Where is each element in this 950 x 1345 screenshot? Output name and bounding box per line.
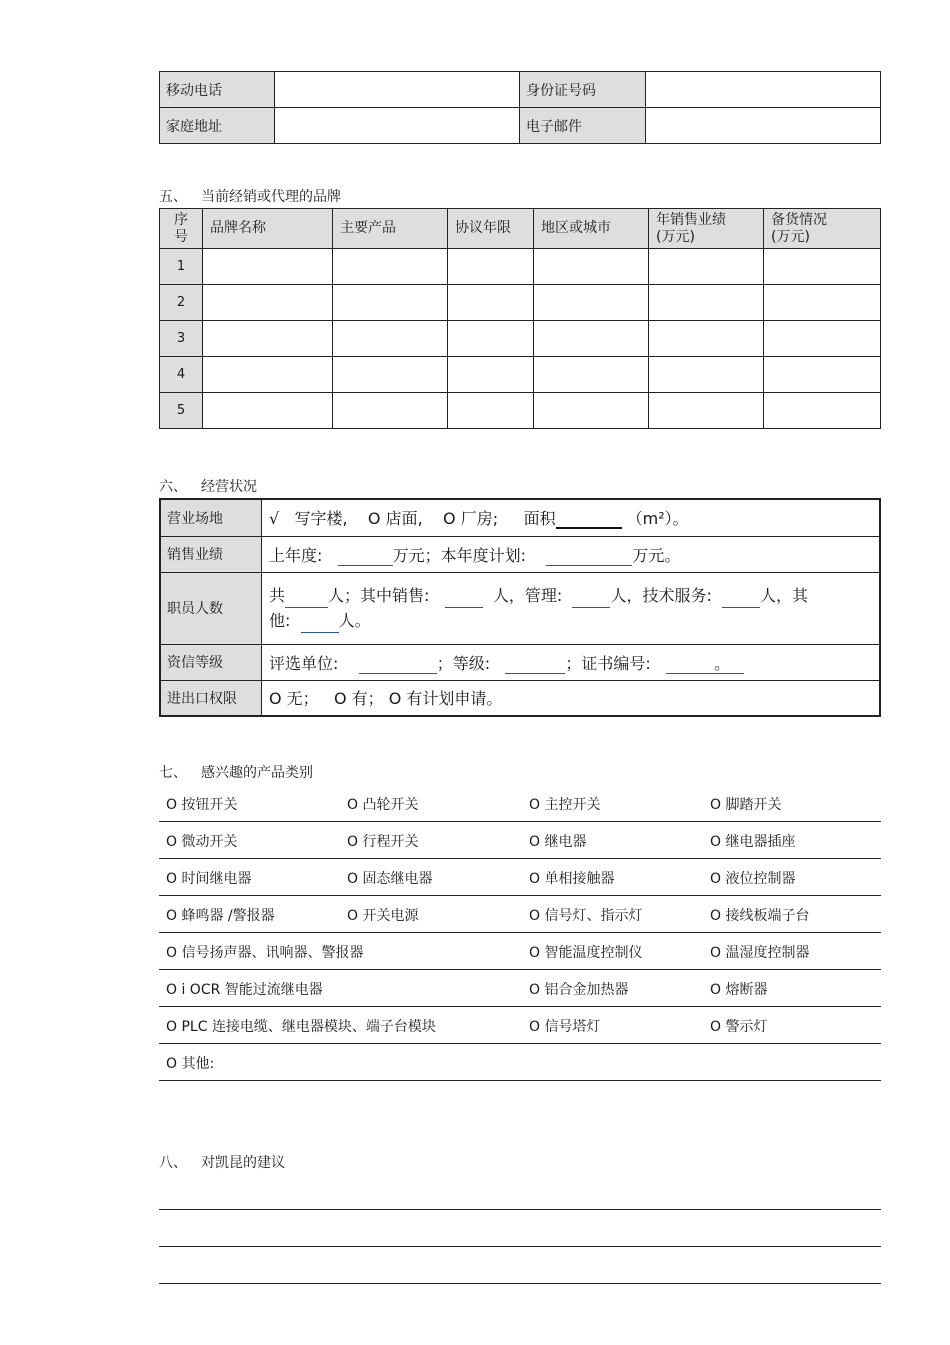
stock-cell[interactable]	[764, 321, 881, 357]
row-index: 3	[160, 321, 203, 357]
region-cell[interactable]	[534, 357, 649, 393]
product-option[interactable]: O 蜂鸣器 /警报器	[166, 908, 275, 924]
credit-label: 资信等级	[160, 644, 262, 680]
credit-value	[262, 644, 881, 680]
credit-unit-label: 评选单位:	[269, 653, 339, 673]
product-option[interactable]: O 信号灯、指示灯	[529, 908, 643, 924]
col-stock-header-line2: (万元)	[771, 228, 810, 245]
brand-cell[interactable]	[203, 249, 333, 285]
row-index: 2	[160, 285, 203, 321]
product-option[interactable]: O 固态继电器	[347, 871, 433, 887]
brand-cell[interactable]	[203, 285, 333, 321]
staff-sales-field[interactable]	[445, 589, 483, 608]
section-7-heading	[159, 762, 313, 782]
factory-option: 厂房;	[460, 509, 499, 529]
product-cell[interactable]	[333, 249, 448, 285]
product-option[interactable]: O 继电器插座	[710, 834, 796, 850]
region-cell[interactable]	[534, 393, 649, 429]
product-cell[interactable]	[333, 321, 448, 357]
region-cell[interactable]	[534, 321, 649, 357]
staff-tech-field[interactable]	[722, 589, 760, 608]
email-field[interactable]	[646, 108, 881, 144]
row-index: 5	[160, 393, 203, 429]
plan-unit: 万元。	[632, 545, 681, 565]
sales-cell[interactable]	[649, 285, 764, 321]
sales-value	[262, 536, 881, 572]
staff-tech-label: 人，技术服务:	[610, 586, 712, 605]
section-6-heading	[159, 476, 257, 496]
product-option[interactable]: O 信号扬声器、讯响器、警报器	[166, 945, 364, 961]
section-5-heading	[159, 186, 341, 206]
staff-other-label: 他:	[269, 611, 291, 630]
product-option[interactable]: O i OCR 智能过流继电器	[166, 982, 323, 998]
section-7-title: 感兴趣的产品类别	[201, 765, 313, 781]
stock-cell[interactable]	[764, 393, 881, 429]
region-cell[interactable]	[534, 249, 649, 285]
product-option[interactable]: O 温湿度控制器	[710, 945, 810, 961]
row-index: 4	[160, 357, 203, 393]
trade-plan-option[interactable]: O 有计划申请。	[388, 689, 503, 709]
staff-other-unit: 人。	[338, 611, 371, 630]
checkmark-icon[interactable]: √	[269, 509, 280, 529]
region-cell[interactable]	[534, 285, 649, 321]
product-option[interactable]: O 开关电源	[347, 908, 419, 924]
venue-label: 营业场地	[160, 499, 262, 536]
product-row	[159, 785, 881, 822]
shop-radio[interactable]: O	[367, 509, 381, 529]
venue-value	[262, 499, 881, 536]
staff-other-prefix: 人，其	[760, 586, 809, 605]
col-sales-header-line1: 年销售业绩	[656, 211, 726, 228]
trade-none-option[interactable]: O 无；	[269, 689, 319, 709]
col-seq-header-line2: 号	[174, 228, 188, 245]
plan-field[interactable]	[546, 547, 632, 566]
term-cell[interactable]	[448, 285, 534, 321]
product-option[interactable]: O 继电器	[529, 834, 587, 850]
staff-other-field[interactable]	[301, 614, 339, 633]
office-option: 写字楼,	[294, 509, 348, 529]
product-row	[159, 1007, 881, 1044]
section-6-title: 经营状况	[201, 479, 257, 495]
section-6-number: 六、	[159, 479, 187, 495]
staff-line-2	[269, 608, 879, 633]
col-sales-header	[649, 209, 764, 249]
shop-option: 店面,	[385, 509, 423, 529]
stock-cell[interactable]	[764, 285, 881, 321]
factory-radio[interactable]: O	[443, 509, 456, 529]
product-option[interactable]: O 铝合金加热器	[529, 982, 629, 998]
area-field[interactable]	[556, 509, 622, 529]
product-option[interactable]: O 警示灯	[710, 1019, 768, 1035]
trade-label: 进出口权限	[160, 680, 262, 716]
credit-end: 。	[714, 653, 731, 673]
section-7-number: 七、	[159, 765, 187, 781]
area-label: 面积	[523, 509, 556, 529]
col-sales-header-line2: (万元)	[656, 228, 695, 245]
col-term-header: 协议年限	[448, 209, 534, 249]
section-8-number: 八、	[159, 1155, 187, 1171]
address-field[interactable]	[275, 108, 520, 144]
id-number-label: 身份证号码	[520, 72, 646, 108]
staff-line-1	[269, 583, 879, 608]
operations-table	[159, 498, 881, 717]
area-unit: （m²）。	[626, 509, 689, 529]
staff-value	[262, 572, 881, 644]
staff-sales-label: 人；其中销售:	[328, 586, 430, 605]
product-cell[interactable]	[333, 393, 448, 429]
staff-total-field[interactable]	[285, 589, 328, 608]
product-option[interactable]: O 微动开关	[166, 834, 238, 850]
product-row	[159, 859, 881, 896]
product-option[interactable]: O 接线板端子台	[710, 908, 810, 924]
staff-mgmt-field[interactable]	[572, 589, 610, 608]
term-cell[interactable]	[448, 321, 534, 357]
product-option[interactable]: O 主控开关	[529, 797, 601, 813]
col-seq-header-line1: 序	[174, 211, 188, 228]
id-number-field[interactable]	[646, 72, 881, 108]
section-8-heading	[159, 1152, 285, 1172]
credit-cert-field[interactable]	[666, 655, 744, 674]
row-index: 1	[160, 249, 203, 285]
address-label: 家庭地址	[160, 108, 275, 144]
sales-cell[interactable]	[649, 249, 764, 285]
product-option[interactable]: O 脚踏开关	[710, 797, 782, 813]
product-cell[interactable]	[333, 357, 448, 393]
product-row	[159, 970, 881, 1007]
staff-mgmt-label: 人，管理:	[492, 586, 563, 605]
trade-value	[262, 680, 881, 716]
suggestion-line[interactable]	[159, 1283, 881, 1284]
suggestion-line[interactable]	[159, 1209, 881, 1210]
brand-cell[interactable]	[203, 393, 333, 429]
product-cell[interactable]	[333, 285, 448, 321]
sales-cell[interactable]	[649, 357, 764, 393]
contact-table	[159, 71, 881, 144]
last-year-unit: 万元；本年度计划:	[392, 545, 527, 565]
section-5-title: 当前经销或代理的品牌	[201, 189, 341, 205]
col-brand-header: 品牌名称	[203, 209, 333, 249]
product-option-other[interactable]: O 其他:	[166, 1056, 215, 1072]
col-region-header: 地区或城市	[534, 209, 649, 249]
stock-cell[interactable]	[764, 357, 881, 393]
product-row	[159, 933, 881, 970]
product-option[interactable]: O 熔断器	[710, 982, 768, 998]
product-row	[159, 1044, 881, 1081]
mobile-label: 移动电话	[160, 72, 275, 108]
credit-unit-field[interactable]	[359, 655, 437, 674]
last-year-label: 上年度:	[269, 545, 323, 565]
staff-label: 职员人数	[160, 572, 262, 644]
product-row	[159, 822, 881, 859]
brand-cell[interactable]	[203, 357, 333, 393]
brand-cell[interactable]	[203, 321, 333, 357]
col-product-header: 主要产品	[333, 209, 448, 249]
stock-cell[interactable]	[764, 249, 881, 285]
product-option[interactable]: O PLC 连接电缆、继电器模块、端子台模块	[166, 1019, 436, 1035]
sales-label: 销售业绩	[160, 536, 262, 572]
product-category-list	[159, 785, 881, 1081]
product-option[interactable]: O 智能温度控制仪	[529, 945, 643, 961]
section-8-title: 对凯昆的建议	[201, 1155, 285, 1171]
trade-has-option[interactable]: O 有；	[333, 689, 384, 709]
term-cell[interactable]	[448, 357, 534, 393]
product-option[interactable]: O 行程开关	[347, 834, 419, 850]
product-option[interactable]: O 单相接触器	[529, 871, 615, 887]
col-stock-header-line1: 备货情况	[771, 211, 827, 228]
last-year-field[interactable]	[338, 547, 393, 566]
brands-table	[159, 208, 881, 429]
term-cell[interactable]	[448, 249, 534, 285]
sales-cell[interactable]	[649, 321, 764, 357]
product-option[interactable]: O 信号塔灯	[529, 1019, 601, 1035]
credit-cert-label: ；证书编号:	[565, 653, 651, 673]
product-option[interactable]: O 按钮开关	[166, 797, 238, 813]
credit-grade-field[interactable]	[505, 655, 565, 674]
section-5-number: 五、	[159, 189, 187, 205]
staff-total-label: 共	[269, 586, 286, 605]
suggestion-line[interactable]	[159, 1246, 881, 1247]
term-cell[interactable]	[448, 393, 534, 429]
credit-grade-label: ；等级:	[436, 653, 491, 673]
product-option[interactable]: O 液位控制器	[710, 871, 796, 887]
email-label: 电子邮件	[520, 108, 646, 144]
product-option[interactable]: O 凸轮开关	[347, 797, 419, 813]
product-row	[159, 896, 881, 933]
product-option[interactable]: O 时间继电器	[166, 871, 252, 887]
col-seq-header	[160, 209, 203, 249]
mobile-field[interactable]	[275, 72, 520, 108]
sales-cell[interactable]	[649, 393, 764, 429]
col-stock-header	[764, 209, 881, 249]
